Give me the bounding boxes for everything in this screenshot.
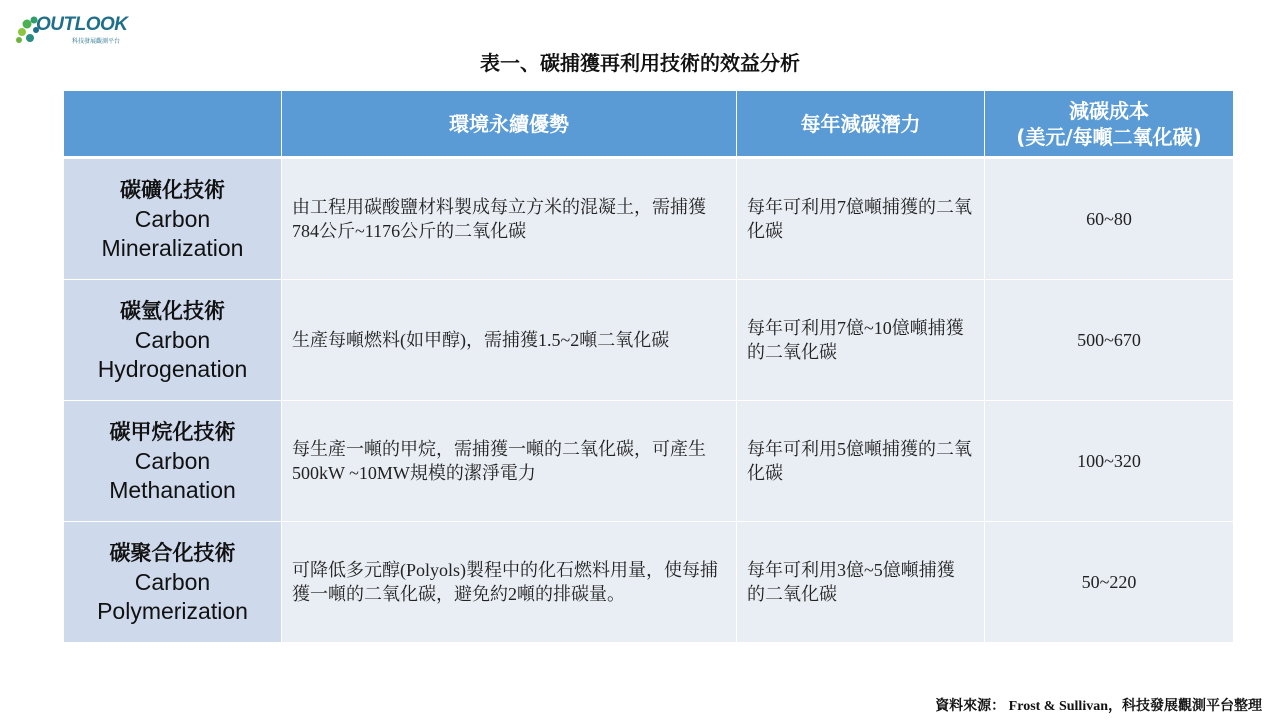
tech-name-en-1: Carbon — [134, 568, 211, 595]
potential-cell: 每年可利用7億噸捕獲的二氧化碳 — [737, 158, 985, 280]
cost-cell: 50~220 — [985, 522, 1234, 643]
header-cost-line1: 減碳成本 — [1069, 98, 1149, 123]
tech-name-en-2: Mineralization — [101, 234, 244, 261]
tech-name-zh: 碳甲烷化技術 — [109, 419, 236, 444]
tech-name-zh: 碳礦化技術 — [120, 177, 225, 202]
header-cost — [985, 91, 1234, 158]
tech-name-zh: 碳氫化技術 — [120, 298, 225, 323]
advantage-cell: 由工程用碳酸鹽材料製成每立方米的混凝土，需捕獲784公斤~1176公斤的二氧化碳 — [282, 158, 737, 280]
tech-name-en-1: Carbon — [134, 326, 211, 353]
advantage-cell: 可降低多元醇(Polyols)製程中的化石燃料用量，使每捕獲一噸的二氧化碳，避免約2噸的排碳量。 — [282, 522, 737, 643]
table-row — [64, 522, 1234, 643]
advantage-cell: 生產每噸燃料(如甲醇)，需捕獲1.5~2噸二氧化碳 — [282, 280, 737, 401]
tech-cell — [64, 522, 282, 643]
header-potential: 每年減碳潛力 — [737, 91, 985, 158]
tech-name-en-1: Carbon — [134, 205, 211, 232]
tech-name-en-2: Hydrogenation — [97, 355, 248, 382]
tech-name-en-2: Polymerization — [97, 597, 248, 624]
logo-subtitle: 科技發展觀測平台 — [72, 38, 121, 45]
potential-cell: 每年可利用5億噸捕獲的二氧化碳 — [737, 401, 985, 522]
cost-cell: 60~80 — [985, 158, 1234, 280]
cost-cell: 100~320 — [985, 401, 1234, 522]
header-advantage: 環境永續優勢 — [282, 91, 737, 158]
header-cost-line2: (美元/每噸二氧化碳) — [1016, 124, 1202, 149]
tech-name-en-2: Methanation — [109, 476, 236, 503]
cost-cell: 500~670 — [985, 280, 1234, 401]
tech-cell — [64, 158, 282, 280]
table-header-row — [64, 91, 1234, 158]
advantage-cell: 每生產一噸的甲烷，需捕獲一噸的二氧化碳，可產生500kW ~10MW規模的潔淨電力 — [282, 401, 737, 522]
logo-wordmark: OUTLOOK — [36, 14, 128, 35]
tech-cell — [64, 401, 282, 522]
potential-cell: 每年可利用7億~10億噸捕獲的二氧化碳 — [737, 280, 985, 401]
table-row — [64, 158, 1234, 280]
tech-name-zh: 碳聚合化技術 — [109, 540, 236, 565]
tech-cell — [64, 280, 282, 401]
benefit-table — [63, 90, 1234, 643]
potential-cell: 每年可利用3億~5億噸捕獲的二氧化碳 — [737, 522, 985, 643]
source-note: 資料來源： Frost & Sullivan，科技發展觀測平台整理 — [935, 699, 1262, 714]
page-title: 表一、碳捕獲再利用技術的效益分析 — [480, 51, 800, 75]
table-row — [64, 401, 1234, 522]
header-tech — [64, 91, 282, 158]
tech-name-en-1: Carbon — [134, 447, 211, 474]
table-row — [64, 280, 1234, 401]
outlook-logo — [14, 12, 134, 46]
